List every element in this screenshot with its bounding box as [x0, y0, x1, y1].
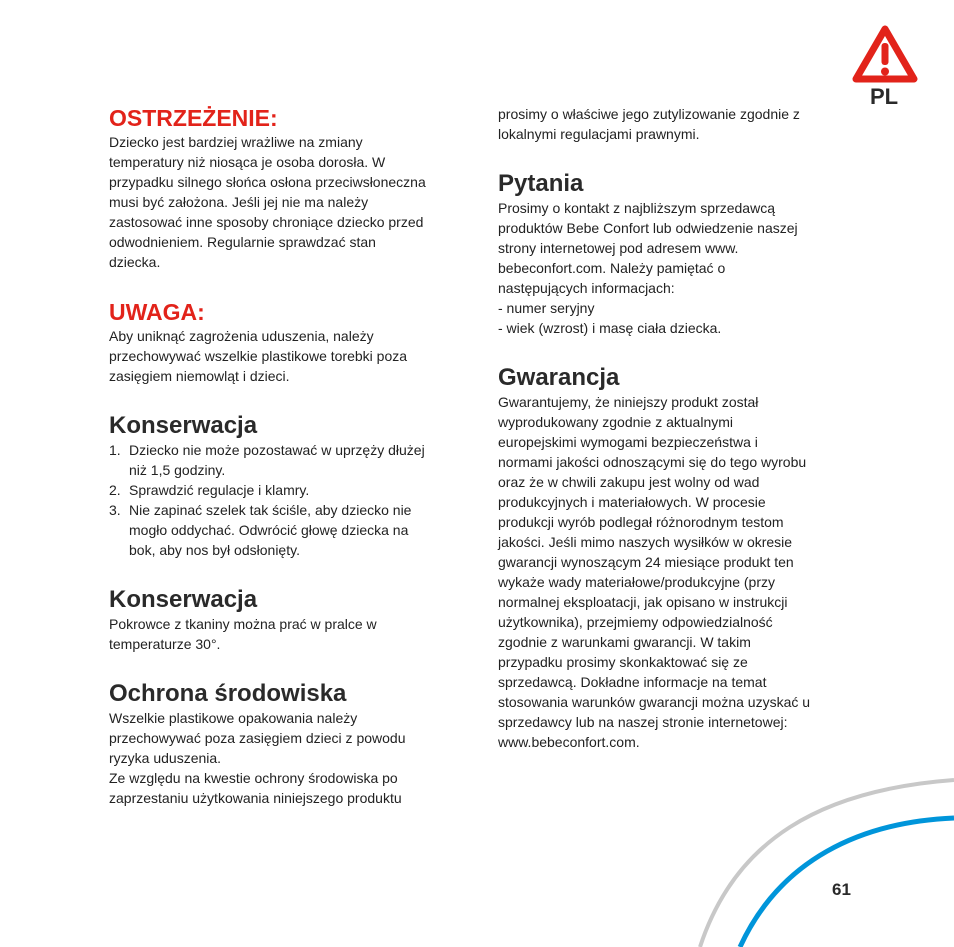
- environment-text: Wszelkie plastikowe opakowania należy przechowywać poza zasięgiem dzieci z powodu ryzyka uduszenia. Ze względu na kwestie ochrony środowiska po zaprzestaniu użytkowania niniejszego produktu: [109, 710, 406, 806]
- language-code: PL: [870, 84, 899, 109]
- continued-text: prosimy o właściwe jego zutylizowanie zgodnie z lokalnymi regulacjami prawnymi.: [498, 106, 800, 142]
- maintenance-heading: Konserwacja: [109, 412, 258, 439]
- environment-heading: Ochrona środowiska: [109, 680, 347, 707]
- warranty-text: Gwarantujemy, że niniejszy produkt został wyprodukowany zgodnie z aktualnymi europejskimi wymogami bezpieczeństwa i normami jakości odnoszącymi się do tego wyrobu oraz że w chwili zakupu jest wolny od wad produkcyjnych i materiałowych. W procesie produkcji wyrób podlegał różnorodnym testom jakości. Jeśli mimo naszych wysiłków w okresie gwarancji wynoszącym 24 miesiące produkt ten wykaże wady materiałowe/produkcyjne (przy normalnej eksploatacji, jak opisano w instrukcji użytkownika), przejmiemy odpowiedzialność zgodnie z warunkami gwarancji. W takim przypadku prosimy skonkaktować się ze sprzedawcą. Dokładne informacje na temat stosowania warunków gwarancji można uzyskać u sprzedawcy lub na naszej stronie internetowej: www.bebeconfort.com.: [498, 394, 811, 750]
- list-item-text: Dziecko nie może pozostawać w uprzęży dłużej niż 1,5 godziny.: [129, 442, 425, 478]
- warning-heading: OSTRZEŻENIE:: [109, 105, 278, 131]
- caution-text: Aby uniknąć zagrożenia uduszenia, należy przechowywać wszelkie plastikowe torebki poza zasięgiem niemowląt i dzieci.: [109, 328, 408, 384]
- list-item-text: Sprawdzić regulacje i klamry.: [129, 482, 310, 498]
- list-item-number: 1.: [109, 442, 121, 458]
- page-number: 61: [832, 880, 851, 899]
- list-item-number: 2.: [109, 482, 121, 498]
- list-item-number: 3.: [109, 502, 121, 518]
- questions-heading: Pytania: [498, 170, 584, 197]
- maintenance2-heading: Konserwacja: [109, 586, 258, 613]
- questions-text: Prosimy o kontakt z najbliższym sprzedawcą produktów Bebe Confort lub odwiedzenie naszej strony internetowej pod adresem www. bebeconfort.com. Należy pamiętać o następujących informacjach: - numer seryjny - wiek (wzrost) i masę ciała dziecka.: [498, 200, 798, 336]
- warning-text: Dziecko jest bardziej wrażliwe na zmiany temperatury niż niosąca je osoba dorosła. W przypadku silnego słońca osłona przeciwsłoneczna musi być założona. Jeśli jej nie ma należy zastosować inne sposoby chroniące dziecko przed odwodnieniem. Regularnie sprawdzać stan dziecka.: [109, 134, 426, 270]
- warranty-heading: Gwarancja: [498, 364, 620, 391]
- list-item-text: Nie zapinać szelek tak ściśle, aby dziecko nie mogło oddychać. Odwrócić głowę dziecka na bok, aby nos był odsłonięty.: [129, 502, 412, 558]
- maintenance2-text: Pokrowce z tkaniny można prać w pralce w temperaturze 30°.: [109, 616, 377, 652]
- caution-heading: UWAGA:: [109, 299, 205, 325]
